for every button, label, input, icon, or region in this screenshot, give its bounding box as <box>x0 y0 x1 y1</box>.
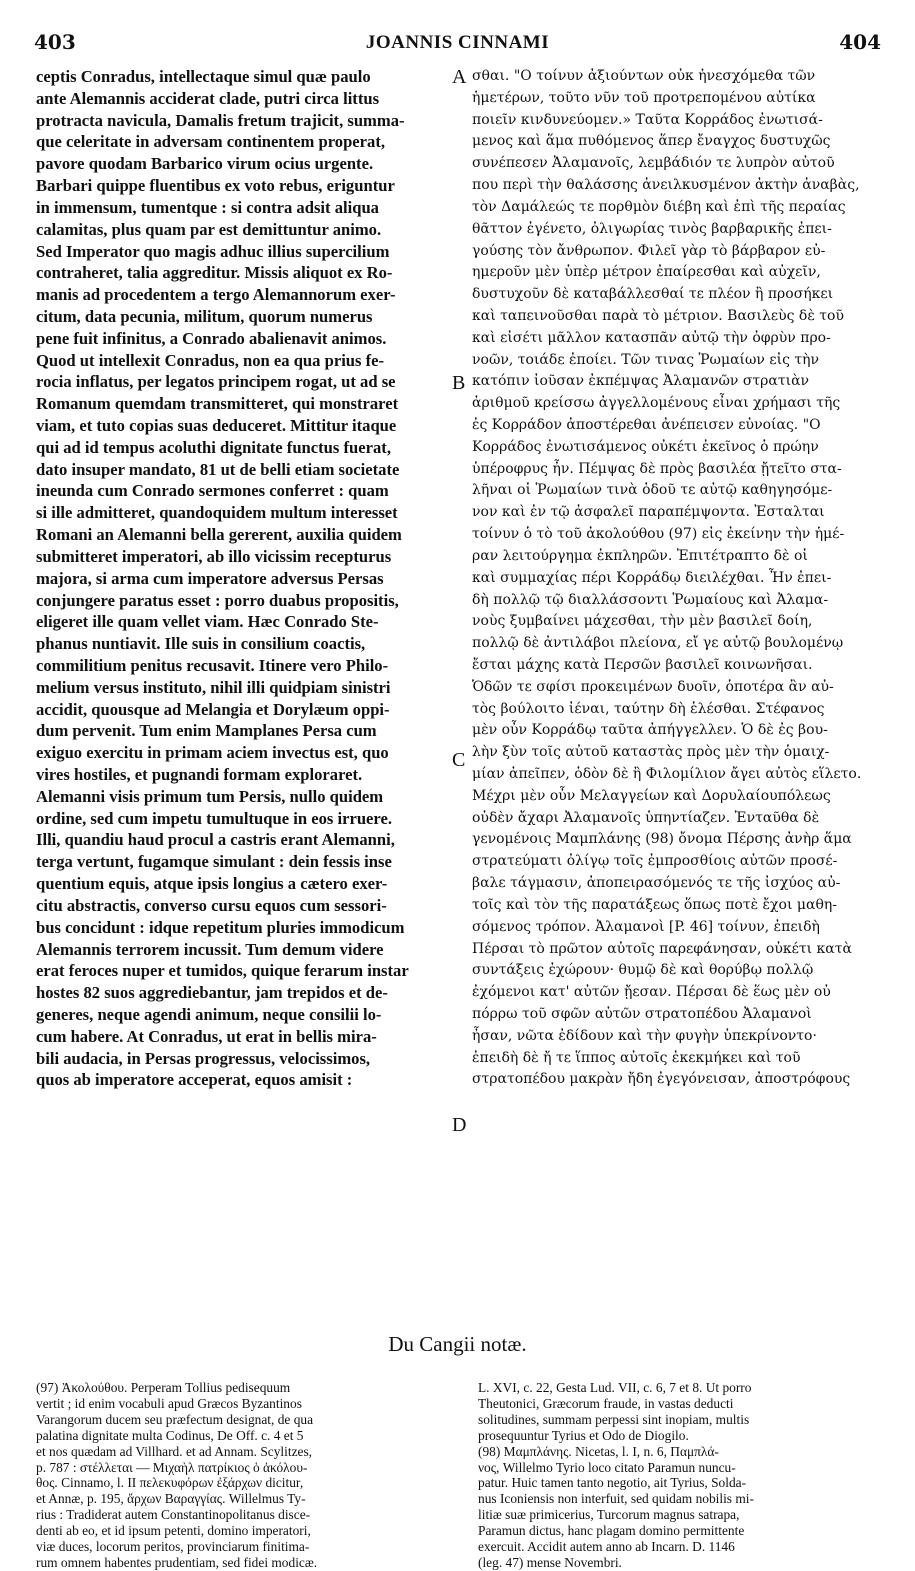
greek-text-line: ἦσαν, νῶτα ἐδίδουν καὶ τὴν φυγὴν ὑπεκρίνοντο· <box>472 1027 817 1044</box>
page-number-right: 404 <box>839 30 881 54</box>
latin-text-line: Sed Imperator quo magis adhuc illius supercilium <box>36 241 390 261</box>
greek-text-line: Κορράδος ἐνωτισάμενος οὐκέτι ἐκεῖνος ὁ πρώην <box>472 438 819 455</box>
latin-text-line: dato insuper mandato, 81 ut de belli etiam societate <box>36 459 400 479</box>
latin-text-line: exiguo exercitu in primam aciem invectus est, quo <box>36 743 389 763</box>
latin-text-line: citu abstractis, converso cursu equos cum sessori- <box>36 895 387 915</box>
greek-text-line: μενος καὶ ἅμα πυθόμενος ἅπερ ἔναγχος δυστυχῶς <box>472 133 831 150</box>
greek-text-line: στρατεύματι ὀλίγῳ τοῖς ἐμπροσθίοις αὐτῶν προσέ- <box>472 853 838 870</box>
latin-text-line: Romanum quemdam transmitteret, qui monstraret <box>36 394 399 414</box>
latin-text-line: bus concidunt : idque repetitum pluries immodicum <box>36 917 405 937</box>
greek-text-line: γενομένοις Μαμπλάνης (98) ὄνομα Πέρσης ἀνὴρ ἅμα <box>472 831 852 848</box>
notes-left-column <box>36 1380 454 1570</box>
note-line: denti ab eo, et id ipsum petenti, domino imperatori, <box>36 1523 311 1539</box>
latin-text-line: dum pervenit. Tum enim Mamplanes Persa cum <box>36 721 377 741</box>
greek-text-line: κατόπιν ἰοῦσαν ἐκπέμψας Ἀλαμανῶν στρατιὰν <box>472 373 810 390</box>
latin-text-line: melium versus instituto, nihil illi quidpiam sinistri <box>36 677 391 697</box>
latin-text-line: citum, data pecunia, militum, quorum numerus <box>36 306 373 326</box>
latin-text-line: rocia inflatus, per legatos principem rogat, ut ad se <box>36 372 396 392</box>
note-line: et nos quædam ad Villhard. et ad Annam. Scylitzes, <box>36 1443 313 1459</box>
greek-column <box>472 66 882 1288</box>
latin-text-line: hostes 82 suos aggrediebantur, jam trepidos et de- <box>36 983 388 1003</box>
latin-text-line: Romani an Alemanni bella gererent, auxilia quidem <box>36 525 402 545</box>
greek-text-line: σθαι. "Ο τοίνυν ἀξιούντων οὐκ ἠνεσχόμεθα τῶν <box>472 68 816 84</box>
greek-text-line: νοῶν, τοιάδε ἐποίει. Τῶν τινας Ῥωμαίων εἰς τὴν <box>472 351 820 368</box>
note-line: vertit ; id enim vocabuli apud Græcos Byzantinos <box>36 1395 302 1411</box>
section-marker-a: A <box>452 66 467 88</box>
note-line: nus Iconiensis non interfuit, sed quidam nobilis mi- <box>478 1491 754 1507</box>
greek-text-line: θᾶττον ἐγένετο, ὀλιγωρίας τινὸς βαρβαρικῆς ἐπει- <box>472 220 832 237</box>
latin-text-line: vires hostiles, et pugnandi formam exploraret. <box>36 765 363 784</box>
note-line: (98) Μαμπλάνης. Nicetas, l. I, n. 6, Παμπλά- <box>478 1443 719 1459</box>
latin-text-line: si ille admitteret, quandoquidem multum interesset <box>36 503 398 523</box>
greek-text-line: καὶ ταπεινοῦσθαι παρὰ τὸ μέτριον. Βασιλεὺς δὲ τοῦ <box>472 307 844 324</box>
page-number-left: 403 <box>34 30 76 54</box>
latin-column <box>36 66 446 1288</box>
greek-text-line: τὸν Δαμάλεώς τε πορθμὸν διέβη καὶ ἐπὶ τῆς περαίας <box>472 198 846 215</box>
latin-text-line: eligeret ille quam vellet viam. Hæc Conrado Ste- <box>36 612 379 632</box>
latin-text-line: ordine, sed cum impetu tumultuque in eos irruere. <box>36 808 392 828</box>
notes-title: Du Cangii notæ. <box>388 1332 527 1356</box>
latin-text-line: protracta navicula, Damalis fretum trajicit, summa- <box>36 110 405 130</box>
greek-text-line: δὴ πολλῷ τῷ διαλλάσσοντι Ῥωμαίους καὶ Ἀλαμα- <box>472 591 829 608</box>
greek-text-line: στρατοπέδου μακρὰν ἤδη ἐγεγόνεισαν, ἀποστρόφους <box>472 1071 851 1088</box>
latin-text-line: majora, si arma cum imperatore adversus Persas <box>36 568 384 588</box>
running-header <box>34 30 881 60</box>
greek-text-line: νοὺς ξυμβαίνει μάχεσθαι, τὴν μὲν βασιλεῖ δοίη, <box>472 613 813 630</box>
greek-text-line: γούσης τὸν ἄνθρωπον. Φιλεῖ γὰρ τὸ βάρβαρον εὐ- <box>472 242 826 259</box>
latin-text-line: Quod ut intellexit Conradus, non ea qua prius fe- <box>36 350 385 370</box>
notes-right-column <box>478 1380 886 1570</box>
greek-text-line: ἐχόμενοι κατ' αὐτῶν ᾔεσαν. Πέρσαι δὲ ἕως μὲν οὐ <box>472 984 831 1001</box>
running-title: JOANNIS CINNAMI <box>365 32 550 53</box>
note-line: Varangorum ducem seu præfectum designat, de qua <box>36 1411 314 1427</box>
note-line: rius : Tradiderat autem Constantinopolitanus disce- <box>36 1507 311 1523</box>
greek-text-line: πόρρω τοῦ σφῶν αὐτῶν στρατοπέδου Ἀλαμανοὶ <box>472 1005 812 1022</box>
latin-text-line: ceptis Conradus, intellectaque simul quæ paulo <box>36 67 371 86</box>
section-marker-c: C <box>452 749 466 771</box>
greek-text-line: ἡμετέρων, τοῦτο νῦν τοῦ προτρεπομένου αὐτίκα <box>472 89 816 106</box>
latin-text-line: quos ab imperatore acceperat, equos amisit : <box>36 1070 353 1090</box>
latin-text-line: phanus nuntiavit. Ille suis in consilium coactis, <box>36 634 366 654</box>
latin-text-line: terga vertunt, fugamque simulant : dein fessis inse <box>36 852 392 872</box>
latin-text-line: commilitium penitus recusavit. Itinere vero Philo- <box>36 655 389 675</box>
note-line: patur. Huic tamen tanto negotio, ait Tyrius, Solda- <box>478 1475 747 1491</box>
latin-text-line: ineunda cum Conrado sermones conferret : quam <box>36 481 389 501</box>
greek-text-line: μίαν ἀπεῖπεν, ὁδὸν δὲ ἢ Φιλομίλιον ἄγει αὐτὸς εἵλετο. <box>472 766 862 782</box>
note-line: p. 787 : στέλλεται — Μιχαὴλ πατρίκιος ὁ ἀκόλου- <box>36 1459 308 1475</box>
greek-text-line: Μέχρι μὲν οὖν Μελαγγείων καὶ Δορυλαίουπόλεως <box>472 787 831 804</box>
latin-text-line: pene fuit infinitus, a Conrado abalienavit animos. <box>36 328 387 348</box>
latin-text-line: in immensum, tumentque : si contra adsit aliqua <box>36 197 379 217</box>
greek-text-line: που περὶ τὴν θαλάσσης ἀνειλκυσμένον ἀκτὴν ἀναβὰς, <box>472 177 860 194</box>
greek-text-line: ἐπειδὴ δὲ ἤ τε ἵππος αὐτοῖς ἐκεκμήκει καὶ τοῦ <box>472 1049 801 1066</box>
note-line: palatina dignitate multa Codinus, De Off. c. 4 et 5 <box>36 1427 304 1443</box>
note-line: rum omnem habentes prudentiam, sed fidei modicæ. <box>36 1554 318 1570</box>
section-marker-b: B <box>452 372 466 394</box>
greek-text-line: ὑπέροφρυς ἦν. Πέμψας δὲ πρὸς βασιλέα ᾔτεῖτο στα- <box>472 460 842 477</box>
greek-text-line: συνέπεσεν Ἀλαμανοῖς, λεμβάδιόν τε λυπρὸν αὐτοῦ <box>472 155 835 172</box>
greek-text-line: ἔσται μάχης κατὰ Περσῶν βασιλεῖ κοινωνῆσαι. <box>472 656 813 673</box>
greek-text-line: λὴν ξὺν τοῖς αὐτοῦ καταστὰς πρὸς μὲν τὴν ὁμαιχ- <box>472 744 830 761</box>
latin-text-line: manis ad procedentem a tergo Alemannorum exer- <box>36 285 396 305</box>
greek-text-line: καὶ συμμαχίας πέρι Κορράδῳ διειλέχθαι. Ἦν ἐπει- <box>472 569 832 586</box>
greek-text-line: ημεροῦν μὲν ὑπὲρ μέτρον ἐπαίρεσθαι καὶ αὐχεῖν, <box>472 264 821 281</box>
latin-text-line: pavore quodam Barbarico virum ocius urgente. <box>36 154 374 174</box>
latin-text-line: viam, et tuto copias suas deduceret. Mittitur itaque <box>36 416 397 435</box>
note-line: solitudines, summam perpessi sint inopiam, multis <box>478 1411 750 1427</box>
section-marker-d: D <box>452 1114 467 1136</box>
note-line: viæ duces, locorum peritos, provinciarum finitima- <box>36 1539 310 1555</box>
note-line: (leg. 47) mense Novembri. <box>478 1554 622 1570</box>
greek-text-line: σόμενος τρόπον. Ἀλαμανοὶ [P. 46] τοίνυν, ἐπειδὴ <box>472 918 820 935</box>
note-line: L. XVI, c. 22, Gesta Lud. VII, c. 6, 7 et 8. Ut porro <box>478 1380 752 1395</box>
latin-text-line: conjungere paratus esset : porro duabus propositis, <box>36 590 399 610</box>
note-line: prosequuntur Tyrius et Odo de Diogilo. <box>478 1427 689 1443</box>
note-line: exercuit. Accidit autem anno ab Incarn. D. 1146 <box>478 1539 735 1555</box>
latin-text-line: que celeritate in adversam continentem properat, <box>36 132 386 152</box>
greek-text-line: πολλῷ δὲ ἀντιλάβοι πλείονα, εἴ γε αὐτῷ βουλομένῳ <box>472 635 844 652</box>
latin-text-line: calamitas, plus quam par est demittuntur animo. <box>36 219 382 239</box>
latin-text-line: Alemannis terrorem incussit. Tum demum videre <box>36 939 384 959</box>
latin-text-line: bili audacia, in Persas progressus, velocissimos, <box>36 1048 371 1068</box>
note-line: νος, Willelmo Tyrio loco citato Paramun nuncu- <box>478 1459 736 1475</box>
latin-text-line: contraheret, talia aggreditur. Missis aliquot ex Ro- <box>36 263 393 283</box>
note-line: et Annæ, p. 195, ἄρχων Βαραγγίας. Willelmus Ty- <box>36 1491 306 1507</box>
note-line: Paramun dictus, hanc plagam domino permittente <box>478 1523 745 1539</box>
greek-text-line: τὸς βούλοιτο ἰέναι, ταύτην δὴ ἑλέσθαι. Στέφανος <box>472 700 825 717</box>
latin-text-line: qui ad id tempus acoluthi dignitate functus fuerat, <box>36 437 391 457</box>
greek-text-line: ἀριθμοῦ κρείσσω ἀγγελλομένους εἶναι χρήμασι τῆς <box>472 395 841 412</box>
greek-text-line: νον καὶ ἐν τῷ ἀσφαλεῖ παραπέμψοντα. Ἐσταλται <box>472 504 825 521</box>
greek-text-line: ραν λειτούργημα ἐκπληρῶν. Ἐπιτέτραπτο δὲ οἱ <box>472 547 808 564</box>
greek-text-line: τοίνυν ὁ τὸ τοῦ ἀκολούθου (97) εἰς ἐκείνην τὴν ἡμέ- <box>472 526 845 543</box>
greek-text-line: Ὁδῶν τε σφίσι προκειμένων δυοῖν, ὁποτέρα ἂν αὐ- <box>472 678 834 695</box>
latin-text-line: erat feroces nuper et tumidos, quique ferarum instar <box>36 961 409 981</box>
greek-text-line: Πέρσαι τὸ πρῶτον αὐτοῖς παρεφάνησαν, οὐκέτι κατὰ <box>472 940 852 957</box>
greek-text-line: ποιεῖν κινδυνεύομεν.» Ταῦτα Κορράδος ἐνωτισά- <box>472 111 823 128</box>
latin-text-line: quentium equis, atque ipsis longius a cætero exer- <box>36 874 388 894</box>
greek-text-line: ἐς Κορράδον ἀποστέρεθαι ἀνέπεισεν εὐνοίας. "Ο <box>472 417 821 433</box>
latin-text-line: accidit, quousque ad Melangia et Dorylæum oppi- <box>36 699 390 719</box>
note-line: litiæ suæ primicerius, Turcorum magnus satrapa, <box>478 1507 740 1523</box>
greek-text-line: συντάξεις ἐχώρουν· θυμῷ δὲ καὶ θορύβῳ πολλῷ <box>472 962 814 979</box>
note-line: Theutonici, Græcorum fraude, in vastas deducti <box>478 1395 734 1411</box>
greek-text-line: τοῖς καὶ τὸν τῆς παρατάξεως ὅπως ποτὲ ἔχοι μαθη- <box>472 896 838 913</box>
latin-text-line: Alemanni visis primum tum Persis, nullo quidem <box>36 786 384 806</box>
greek-text-line: οὐδὲν ἄχαρι Ἀλαμανοῖς ὑπηντίαζεν. Ἐνταῦθα δὲ <box>472 809 820 826</box>
note-line: (97) Ἀκολούθου. Perperam Tollius pedisequum <box>36 1380 291 1395</box>
greek-text-line: δυστυχοῦν δὲ καταβάλλεσθαί τε πλέον ἢ προσήκει <box>472 286 834 303</box>
latin-text-line: submitteret imperatori, ab illo vicissim recepturus <box>36 546 392 566</box>
note-line: θος. Cinnamo, l. II πελεκυφόρων ἐξάρχων dicitur, <box>36 1475 304 1491</box>
greek-text-line: λῆναι οἱ Ῥωμαίων τινὰ ὁδοῦ τε αὐτῷ καθηγησόμε- <box>472 482 833 499</box>
latin-text-line: Barbari quippe fluentibus ex voto rebus, eriguntur <box>36 176 395 196</box>
greek-text-line: βαλε τάγμασιν, ἀποπειρασόμενός τε τῆς ἰσχύος αὐ- <box>472 875 841 892</box>
latin-text-line: ante Alemannis acciderat clade, putri circa littus <box>36 88 380 108</box>
greek-text-line: καὶ εἰσέτι μᾶλλον κατασπᾶν αὐτῷ τὴν ὀφρὺν προ- <box>472 329 831 346</box>
greek-text-line: μὲν οὖν Κορράδῳ ταῦτα ἀπήγγελλεν. Ὁ δὲ ἐς βου- <box>472 722 828 739</box>
latin-text-line: generes, neque agendi animum, neque consilii lo- <box>36 1004 382 1024</box>
latin-text-line: Illi, quandiu haud procul a castris erant Alemanni, <box>36 830 395 850</box>
latin-text-line: cum habere. At Conradus, ut erat in bellis mira- <box>36 1026 377 1046</box>
